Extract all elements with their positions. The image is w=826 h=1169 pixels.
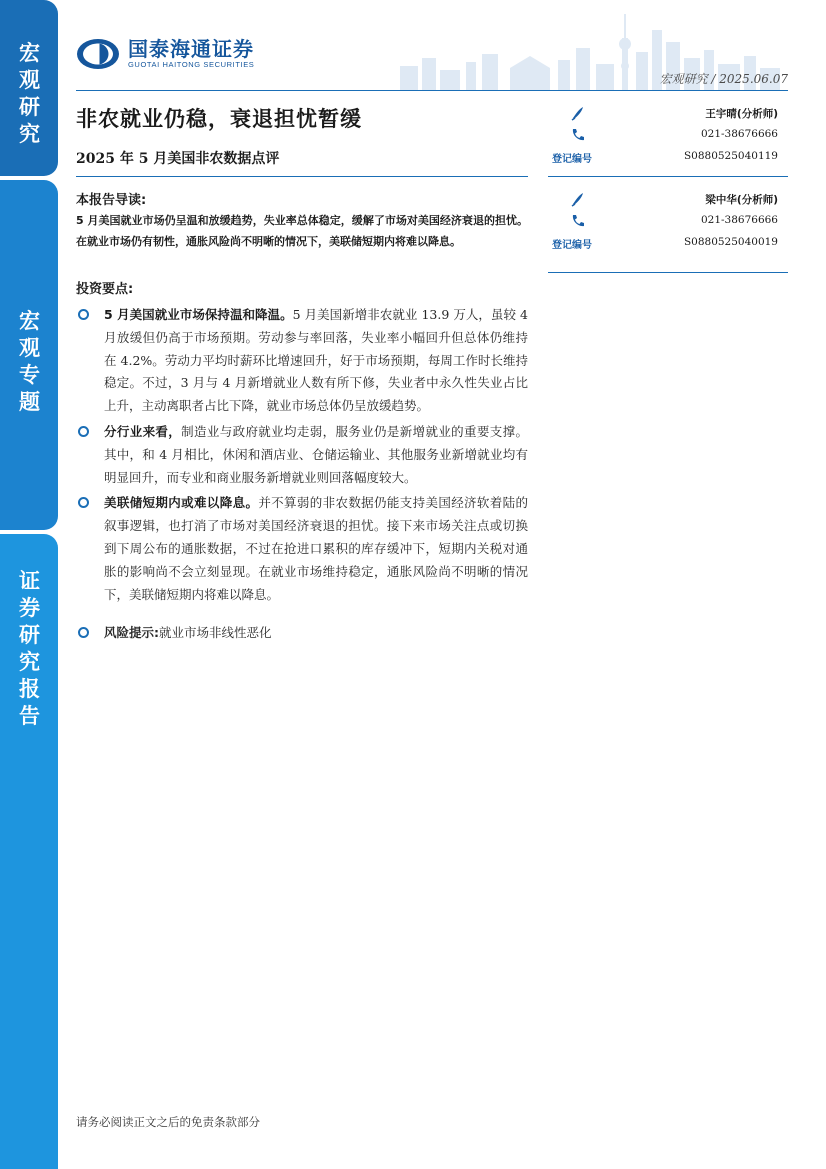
bullet-circle-icon (78, 309, 89, 320)
analyst-name: 王宇晴(分析师) (705, 108, 778, 120)
sidebar-label: 证券研究报告 (19, 569, 40, 728)
analyst-phone: 021-38676666 (700, 214, 778, 226)
point-lead: 分行业来看， (104, 423, 182, 439)
report-title: 非农就业仍稳，衰退担忧暂缓 (76, 107, 362, 131)
analyst-divider (548, 272, 788, 273)
bullet-circle-icon (78, 497, 89, 508)
sidebar-segment-macro-research (0, 0, 58, 176)
point-body: 并不算弱的非农数据仍能支持美国经济软着陆的叙事逻辑，也打消了市场对美国经济衰退的担忧。接下来市场关注点或切换到下周公布的通胀数据，不过在抢进口累积的库存缓冲下，短期内关税对通胀的影响尚不会立刻显现。在就业市场维持稳定，通胀风险尚不明晰的情况下，美联储短期内将难以降息。 (104, 495, 528, 602)
pen-icon (570, 105, 586, 121)
registration-label: 登记编号 (552, 154, 592, 165)
report-category: 宏观研究 (659, 72, 708, 86)
pen-icon (570, 191, 586, 207)
point-lead: 美联储短期内或难以降息。 (104, 495, 259, 511)
list-item (76, 304, 528, 418)
header-divider (76, 90, 788, 91)
investment-points-list (76, 304, 528, 609)
sidebar-label: 宏观研究 (19, 41, 40, 146)
registration-number: S0880525040119 (683, 150, 778, 162)
title-divider (76, 176, 528, 177)
report-meta (660, 70, 788, 87)
risk-notice (76, 622, 528, 644)
point-body: 制造业与政府就业均走弱，服务业仍是新增就业的重要支撑。其中，和 4 月相比，休闲和酒店业、仓储运输业、其他服务业新增就业均有明显回升，而专业和商业服务新增就业则回落幅度较大。 (104, 423, 528, 485)
bullet-circle-icon (78, 426, 89, 437)
sidebar-segment-macro-topic (0, 180, 58, 530)
report-subtitle: 2025 年 5 月美国非农数据点评 (76, 151, 280, 167)
meta-separator: / (711, 72, 716, 86)
risk-text: 就业市场非线性恶化 (159, 625, 272, 640)
list-item (76, 421, 528, 489)
point-body: 5 月美国新增非农就业 13.9 万人，虽较 4 月放缓但仍高于市场预期。劳动参与率回落，失业率小幅回升但总体仍维持在 4.2%。劳动力平均时薪环比增速回升，好于市场预期，每周工作时长维持稳定。不过，3 月与 4 月新增就业人数有所下修，失业者中永久性失业占比上升，主动离职者占比下降，就业市场总体仍呈放缓趋势。 (104, 307, 528, 414)
footer-disclaimer: 请务必阅读正文之后的免责条款部分 (76, 1115, 260, 1129)
list-item (76, 492, 528, 606)
guide-heading: 本报告导读: (76, 193, 147, 208)
point-lead: 5 月美国就业市场保持温和降温。 (104, 307, 293, 322)
sidebar-segment-securities-report (0, 534, 58, 1169)
analyst-card (548, 104, 788, 184)
analyst-phone: 021-38676666 (700, 128, 778, 140)
analyst-divider (548, 176, 788, 177)
risk-label: 风险提示: (104, 625, 159, 640)
analyst-card (548, 190, 788, 270)
phone-icon (570, 127, 586, 143)
left-sidebar (0, 0, 58, 1169)
report-date: 2025.06.07 (719, 72, 788, 86)
registration-label: 登记编号 (552, 240, 592, 251)
registration-number: S0880525040019 (683, 236, 778, 248)
analyst-name: 梁中华(分析师) (705, 194, 778, 206)
logo-mark-icon (76, 38, 120, 70)
points-heading: 投资要点: (76, 282, 134, 297)
phone-icon (570, 213, 586, 229)
logo-chinese-name: 国泰海通证券 (128, 37, 254, 61)
bullet-circle-icon (78, 627, 89, 638)
company-logo (76, 38, 254, 70)
guide-summary: 5 月美国就业市场仍呈温和放缓趋势，失业率总体稳定，缓解了市场对美国经济衰退的担忧。在就业市场仍有韧性，通胀风险尚不明晰的情况下，美联储短期内将难以降息。 (76, 214, 528, 248)
sidebar-label: 宏观专题 (19, 309, 40, 414)
logo-english-name: GUOTAI HAITONG SECURITIES (128, 60, 255, 69)
